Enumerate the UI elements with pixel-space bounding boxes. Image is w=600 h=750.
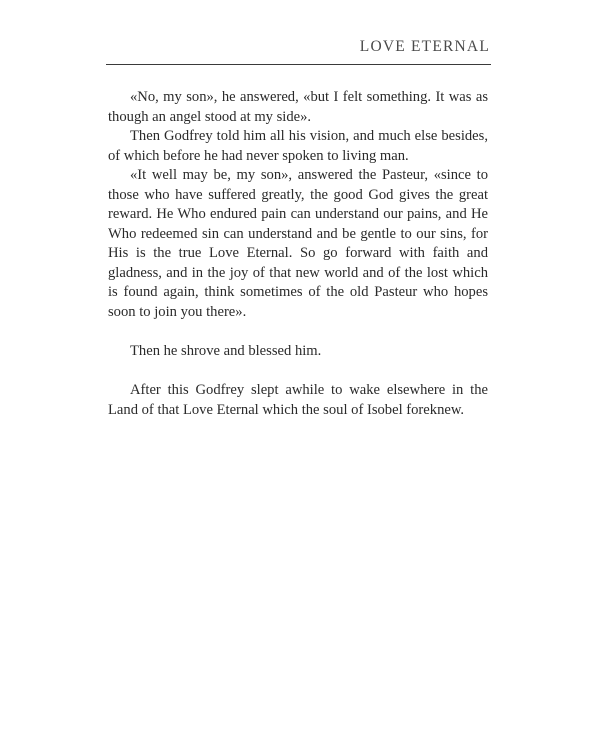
paragraph-ending: After this Godfrey slept awhile to wake elsewhere in the Land of that Love Eternal which the soul of Isobel foreknew. [108,382,488,418]
paragraph-vision: Then Godfrey told him all his vision, and much else besides, of which before he had never spoken to living man. [108,128,488,164]
running-head-title: LOVE ETERNAL [359,38,490,55]
paragraph-pasteur: «It well may be, my son», answered the Pasteur, «since to those who have suffered greatly, the good God gives the great reward. He Who endured pain can understand our pains, and He Who redeemed sin can understand and be gentle to our sins, for His is the true Love Eternal. So go forward with faith and gladness, and in the joy of that new world and of the lost which is found again, think sometimes of the old Pasteur who hopes soon to join you there». [108,167,488,321]
paragraph-reply: «No, my son», he answered, «but I felt something. It was as though an angel stood at my side». [108,89,488,125]
paragraph-shrove: Then he shrove and blessed him. [130,343,322,360]
page-body-text [108,88,488,420]
header-rule [106,64,491,65]
